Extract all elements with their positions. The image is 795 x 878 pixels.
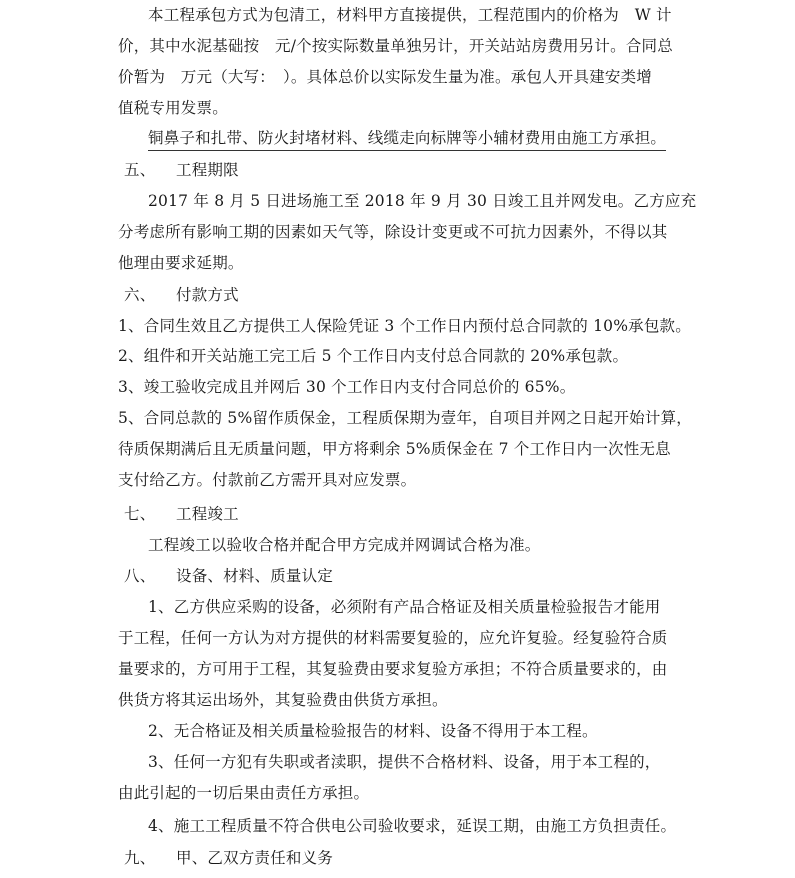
section-heading-8 (124, 565, 333, 587)
list-item: 4、施工工程质量不符合供电公司验收要求，延误工期，由施工方负担责任。 (148, 817, 677, 835)
paragraph-line: 于工程，任何一方认为对方提供的材料需要复验的，应允许复验。经复验符合质 (118, 629, 668, 647)
section-heading-5 (124, 159, 239, 181)
paragraph-line: 价暂为 万元（大写： ）。具体总价以实际发生量为准。承包人开具建安类增 (118, 68, 653, 86)
paragraph-line: 他理由要求延期。 (118, 254, 244, 272)
paragraph-line: 本工程承包方式为包清工，材料甲方直接提供，工程范围内的价格为 W 计 (148, 6, 672, 24)
section-number: 七、 (124, 505, 156, 523)
list-item: 2、无合格证及相关质量检验报告的材料、设备不得用于本工程。 (148, 722, 598, 740)
section-title: 工程竣工 (176, 505, 239, 523)
list-item: 1、合同生效且乙方提供工人保险凭证 3 个工作日内预付总合同款的 10%承包款。 (118, 317, 691, 335)
section-title: 设备、材料、质量认定 (176, 567, 334, 585)
paragraph-line: 由此引起的一切后果由责任方承担。 (118, 784, 370, 802)
paragraph-line: 量要求的，方可用于工程，其复验费由要求复验方承担；不符合质量要求的，由 (118, 660, 668, 678)
section-heading-6 (124, 284, 239, 306)
paragraph-line: 价，其中水泥基础按 元/个按实际数量单独另计，开关站站房费用另计。合同总 (118, 37, 673, 55)
paragraph-line: 待质保期满后且无质量问题，甲方将剩余 5%质保金在 7 个工作日内一次性无息 (118, 440, 671, 458)
paragraph-line: 2017 年 8 月 5 日进场施工至 2018 年 9 月 30 日竣工且并网发电。乙方应充 (148, 192, 697, 210)
list-item: 5、合同总款的 5%留作质保金，工程质保期为壹年，自项目并网之日起开始计算， (118, 409, 692, 427)
list-item: 2、组件和开关站施工完工后 5 个工作日内支付总合同款的 20%承包款。 (118, 347, 629, 365)
list-item: 3、竣工验收完成且并网后 30 个工作日内支付合同总价的 65%。 (118, 378, 576, 396)
paragraph-line: 支付给乙方。付款前乙方需开具对应发票。 (118, 471, 417, 489)
list-item: 1、乙方供应采购的设备，必须附有产品合格证及相关质量检验报告才能用 (148, 598, 661, 616)
paragraph-line: 工程竣工以验收合格并配合甲方完成并网调试合格为准。 (148, 536, 541, 554)
underlined-paragraph-line: 铜鼻子和扎带、防火封堵材料、线缆走向标牌等小辅材费用由施工方承担。 (148, 127, 666, 151)
paragraph-line: 分考虑所有影响工期的因素如天气等，除设计变更或不可抗力因素外，不得以其 (118, 223, 668, 241)
section-title: 甲、乙双方责任和义务 (176, 849, 334, 867)
section-number: 八、 (124, 567, 156, 585)
section-number: 九、 (124, 849, 156, 867)
section-title: 工程期限 (176, 161, 239, 179)
section-heading-7 (124, 503, 239, 525)
paragraph-line: 供货方将其运出场外，其复验费由供货方承担。 (118, 691, 448, 709)
paragraph-line: 值税专用发票。 (118, 99, 228, 117)
section-number: 五、 (124, 161, 156, 179)
section-title: 付款方式 (176, 286, 239, 304)
section-heading-9 (124, 847, 333, 869)
section-number: 六、 (124, 286, 156, 304)
list-item: 3、任何一方犯有失职或者渎职，提供不合格材料、设备，用于本工程的， (148, 753, 661, 771)
